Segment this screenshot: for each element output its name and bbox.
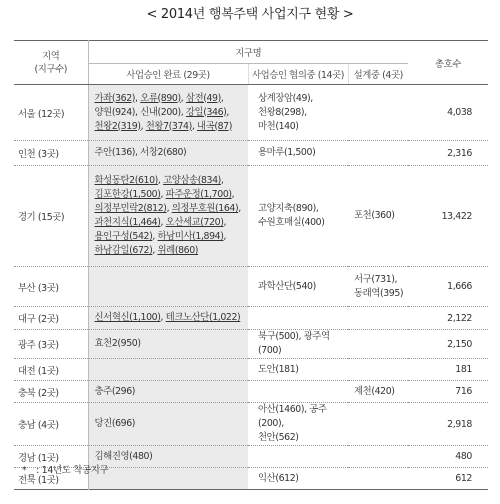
site-name: 익산(612): [258, 472, 299, 484]
negotiating-cell: [248, 403, 348, 446]
approved-cell: [88, 381, 248, 403]
site-name: , 신내(200),: [135, 106, 186, 118]
total-cell: 13,422: [441, 210, 472, 222]
region-cell: 서울 (12곳): [14, 85, 88, 141]
site-name-2014-start: 하남감일(672): [94, 245, 153, 256]
region-cell: 대전 (1곳): [14, 359, 88, 381]
area-header: 지구명: [88, 41, 408, 64]
site-name-2014-start: 강일(346): [185, 106, 227, 118]
approved-cell: [88, 330, 248, 359]
table-row: [14, 330, 488, 359]
region-cell: 전북 (1곳): [14, 468, 88, 490]
design-cell: [348, 330, 408, 359]
negotiating-cell: [248, 85, 348, 141]
site-name: ,: [160, 312, 166, 323]
total-cell: 2,122: [447, 312, 472, 324]
site-name-2014-start: 테크노산단(1,022): [165, 312, 241, 323]
negotiating-cell: [248, 381, 348, 403]
approved-cell: [88, 85, 248, 141]
total-cell: 4,038: [447, 107, 472, 118]
site-name: 양원(924): [94, 106, 136, 118]
design-cell: [348, 307, 408, 330]
site-name: ,: [135, 92, 141, 104]
site-name-2014-start: 오류(890): [140, 92, 181, 104]
site-name-2014-start: 오산세교(720): [165, 217, 224, 228]
site-name: ,: [238, 203, 241, 214]
design-cell: [348, 141, 408, 166]
approved-cell: [88, 359, 248, 381]
site-name: ,: [223, 231, 227, 242]
site-name: 포천(360): [354, 210, 395, 221]
design-cell: [348, 381, 408, 403]
region-cell: 광주 (3곳): [14, 330, 88, 359]
region-cell: 대구 (2곳): [14, 307, 88, 330]
negotiating-cell: [248, 446, 348, 468]
negotiating-cell: [248, 330, 348, 359]
site-name-2014-start: 위례(860): [157, 245, 199, 256]
approved-cell: [88, 267, 248, 307]
site-name: 마천(140): [258, 120, 299, 132]
table-row: [14, 307, 488, 330]
site-name: ,: [140, 120, 146, 132]
footnote: * _ : 14년도 착공지구: [22, 465, 109, 476]
site-name: 동래역(395): [354, 287, 404, 299]
total-cell: 612: [455, 473, 472, 484]
region-cell: 경기 (15곳): [14, 166, 88, 267]
site-name: ,: [180, 92, 186, 104]
design-cell: [348, 267, 408, 307]
site-name: 서구(731),: [354, 273, 398, 285]
design-cell: [348, 166, 408, 267]
table-row: [14, 359, 488, 381]
region-cell: 충북 (2곳): [14, 381, 88, 403]
site-name: 북구(500), 광주역(700): [258, 331, 330, 356]
approved-cell: [88, 468, 248, 490]
site-name-2014-start: 의정부호원(164): [171, 203, 239, 214]
site-name-2014-start: 하남미사(1,894): [157, 231, 224, 242]
approved-cell: [88, 166, 248, 267]
site-name: 과학산단(540): [258, 280, 316, 292]
site-name: 당진(696): [94, 418, 136, 429]
site-name-2014-start: 의정부민락2(812): [94, 203, 167, 214]
site-name-2014-start: 파주운정(1,700): [165, 189, 232, 200]
site-name: 천안(562): [258, 432, 299, 443]
site-name-2014-start: 천왕7(374): [145, 120, 192, 132]
site-name: 용마루(1,500): [258, 147, 316, 158]
site-name: ,: [160, 189, 166, 200]
region-header: [14, 41, 88, 85]
site-name: ,: [152, 245, 158, 256]
table-row: [14, 166, 488, 267]
site-name-2014-start: 가좌(362): [94, 92, 136, 104]
design-cell: [348, 85, 408, 141]
total-header: [408, 41, 488, 85]
site-name-2014-start: 신서혁신(1,100): [94, 312, 161, 323]
table-row: [14, 403, 488, 446]
approved-header: 사업승인 완료 (29곳): [88, 64, 248, 85]
design-cell: [348, 403, 408, 446]
site-name-2014-start: 삼전(49): [185, 92, 221, 104]
region-cell: 인천 (3곳): [14, 141, 88, 166]
site-name: 김해진영(480): [94, 450, 153, 462]
site-name: ,: [152, 231, 158, 242]
site-name: 도안(181): [258, 363, 299, 375]
total-cell: 2,316: [447, 147, 472, 159]
approved-cell: [88, 403, 248, 446]
negotiating-cell: [248, 166, 348, 267]
site-name: ,: [220, 92, 224, 104]
design-cell: [348, 446, 408, 468]
site-name: 주안(136), 서창2(680): [94, 147, 187, 158]
total-cell: 480: [455, 451, 472, 462]
region-cell: 부산 (3곳): [14, 267, 88, 307]
site-name: ,: [220, 175, 224, 186]
site-name-2014-start: 김포한강(1,500): [94, 189, 161, 200]
approved-cell: [88, 141, 248, 166]
site-name: 제천(420): [354, 385, 395, 397]
site-name: 상계장암(49),: [258, 92, 313, 104]
region-header-line2: (지구수): [34, 63, 67, 75]
table-row: [14, 381, 488, 403]
site-name-2014-start: 내곡(87): [197, 120, 232, 132]
negotiating-cell: [248, 468, 348, 490]
table-row: [14, 267, 488, 307]
site-name: ,: [160, 217, 166, 228]
site-name-2014-start: 고양삼송(834): [163, 175, 221, 186]
project-table: [14, 40, 488, 490]
table-row: [14, 141, 488, 166]
negotiating-cell: [248, 307, 348, 330]
site-name: ,: [223, 217, 227, 228]
negotiating-cell: [248, 267, 348, 307]
total-header-label: 총호수: [435, 58, 461, 70]
site-name-2014-start: 용인구성(542): [94, 231, 153, 242]
approved-cell: [88, 446, 248, 468]
approved-cell: [88, 307, 248, 330]
region-cell: 충남 (4곳): [14, 403, 88, 446]
design-cell: [348, 359, 408, 381]
site-name: ,: [166, 203, 172, 214]
design-header: 설계중 (4곳): [348, 64, 408, 85]
site-name: 아산(1460), 공주(200),: [258, 404, 327, 429]
design-cell: [348, 468, 408, 490]
total-cell: 2,918: [447, 418, 472, 430]
site-name-2014-start: 과천지식(1,464): [94, 217, 161, 228]
page-title: < 2014년 행복주택 사업지구 현황 >: [146, 7, 354, 22]
negotiating-cell: [248, 141, 348, 166]
site-name: ,: [231, 189, 235, 200]
region-header-line1: 지역: [42, 50, 60, 62]
negotiating-header: 사업승인 협의중 (14곳): [248, 64, 348, 85]
site-name: 충주(296): [94, 385, 136, 397]
total-cell: 716: [455, 386, 472, 397]
site-name: ,: [226, 106, 229, 118]
site-name: 천왕8(298),: [258, 106, 307, 118]
region-cell: 경남 (1곳): [14, 446, 88, 468]
site-name-2014-start: 천왕2(319): [94, 120, 141, 132]
table-row: [14, 85, 488, 141]
site-name: 효천2(950): [94, 338, 141, 349]
total-cell: 2,150: [447, 338, 472, 350]
table-body: [14, 85, 488, 490]
total-cell: 181: [455, 364, 472, 375]
negotiating-cell: [248, 359, 348, 381]
site-name-2014-start: 화성동탄2(610): [94, 175, 158, 186]
site-name: ,: [191, 120, 198, 132]
total-cell: 1,666: [447, 281, 472, 292]
site-name: ,: [157, 175, 164, 186]
site-name: 수원호매실(400): [258, 217, 325, 228]
site-name: 고양지축(890),: [258, 203, 319, 214]
